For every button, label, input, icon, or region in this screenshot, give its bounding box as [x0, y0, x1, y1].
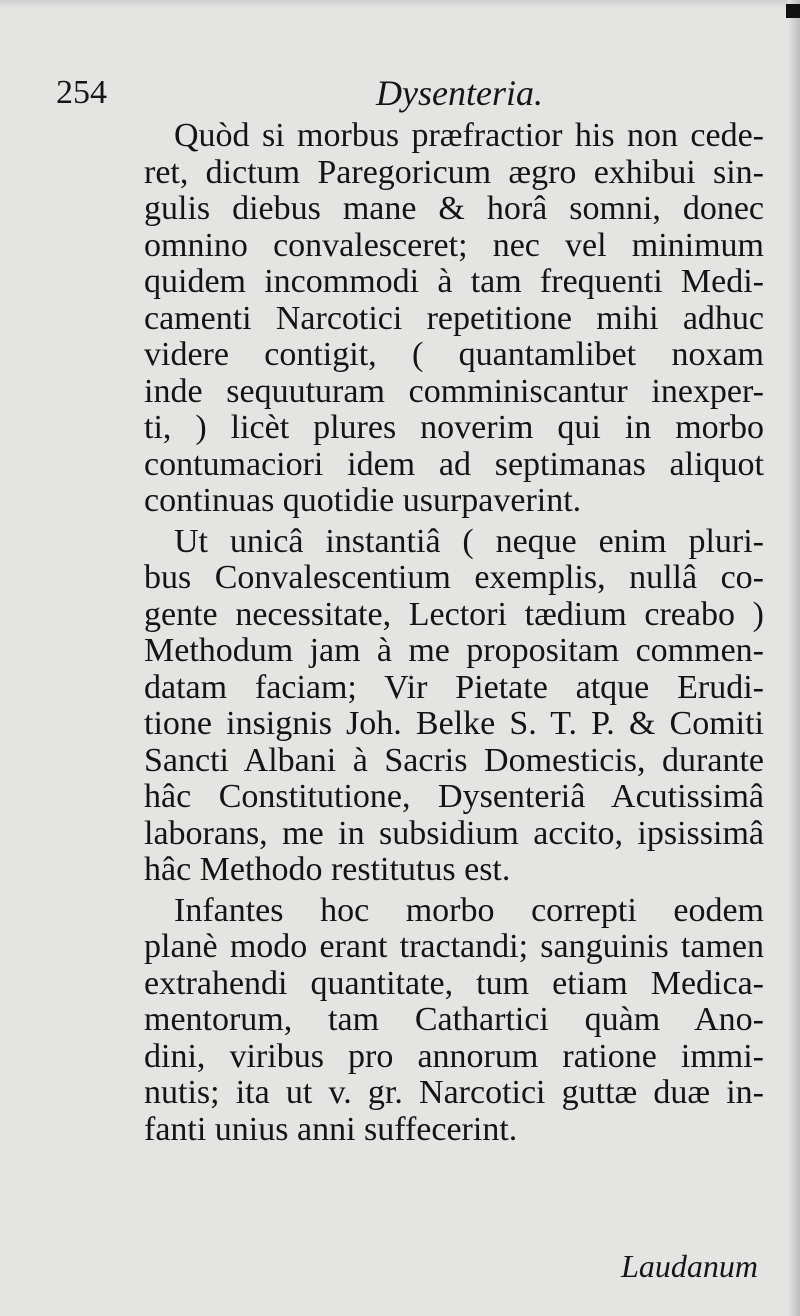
- text-line: Sancti Albani à Sacris Domesticis, durante: [144, 741, 764, 779]
- text-line: continuas quotidie usurpaverint.: [144, 482, 582, 519]
- text-line: Quòd si morbus præfractior his non cede-: [174, 117, 764, 154]
- text-line: Ut unicâ instantiâ ( neque enim pluri-: [174, 522, 764, 560]
- page-number: 254: [56, 74, 107, 111]
- page-top-edge: [0, 0, 800, 8]
- text-line: fanti unius anni suffecerint.: [144, 1110, 518, 1148]
- text-line: ret, dictum Paregoricum ægro exhibui sin-: [144, 153, 764, 191]
- text-line: ti, ) licèt plures noverim qui in morbo: [144, 409, 764, 446]
- text-line: laborans, me in subsidium accito, ipsissimâ: [144, 814, 764, 852]
- text-line: dini, viribus pro annorum ratione immi-: [144, 1037, 764, 1075]
- body-text: [144, 118, 764, 1148]
- text-line: bus Convalescentium exemplis, nullâ co-: [144, 559, 764, 596]
- text-line: hâc Methodo restitutus est.: [144, 851, 511, 888]
- text-line: gente necessitate, Lectori tædium creabo ): [144, 595, 764, 633]
- text-line: extrahendi quantitate, tum etiam Medica-: [144, 964, 764, 1002]
- text-line: planè modo erant tractandi; sanguinis tamen: [144, 928, 764, 965]
- text-line: hâc Constitutione, Dysenteriâ Acutissimâ: [144, 778, 764, 815]
- text-line: omnino convalesceret; nec vel minimum: [144, 226, 764, 264]
- page-right-edge: [788, 0, 800, 1316]
- text-line: Methodum jam à me propositam commen-: [144, 632, 764, 669]
- text-line: nutis; ita ut v. gr. Narcotici guttæ duæ in-: [144, 1074, 764, 1111]
- text-line: tione insignis Joh. Belke S. T. P. & Comiti: [144, 705, 764, 742]
- corner-mark: [786, 4, 800, 18]
- catchword: Laudanum: [621, 1248, 758, 1284]
- text-line: datam faciam; Vir Pietate atque Erudi-: [144, 668, 764, 706]
- text-line: gulis diebus mane & horâ somni, donec: [144, 190, 764, 227]
- text-line: quidem incommodi à tam frequenti Medi-: [144, 263, 764, 300]
- text-line: Infantes hoc morbo correpti eodem: [174, 891, 764, 929]
- text-line: videre contigit, ( quantamlibet noxam: [144, 336, 764, 373]
- text-line: camenti Narcotici repetitione mihi adhuc: [144, 299, 764, 337]
- text-line: mentorum, tam Cathartici quàm Ano-: [144, 1001, 764, 1038]
- text-line: inde sequuturam comminiscantur inexper-: [144, 372, 764, 410]
- running-head: Dysenteria.: [376, 73, 543, 113]
- text-line: contumaciori idem ad septimanas aliquot: [144, 445, 764, 483]
